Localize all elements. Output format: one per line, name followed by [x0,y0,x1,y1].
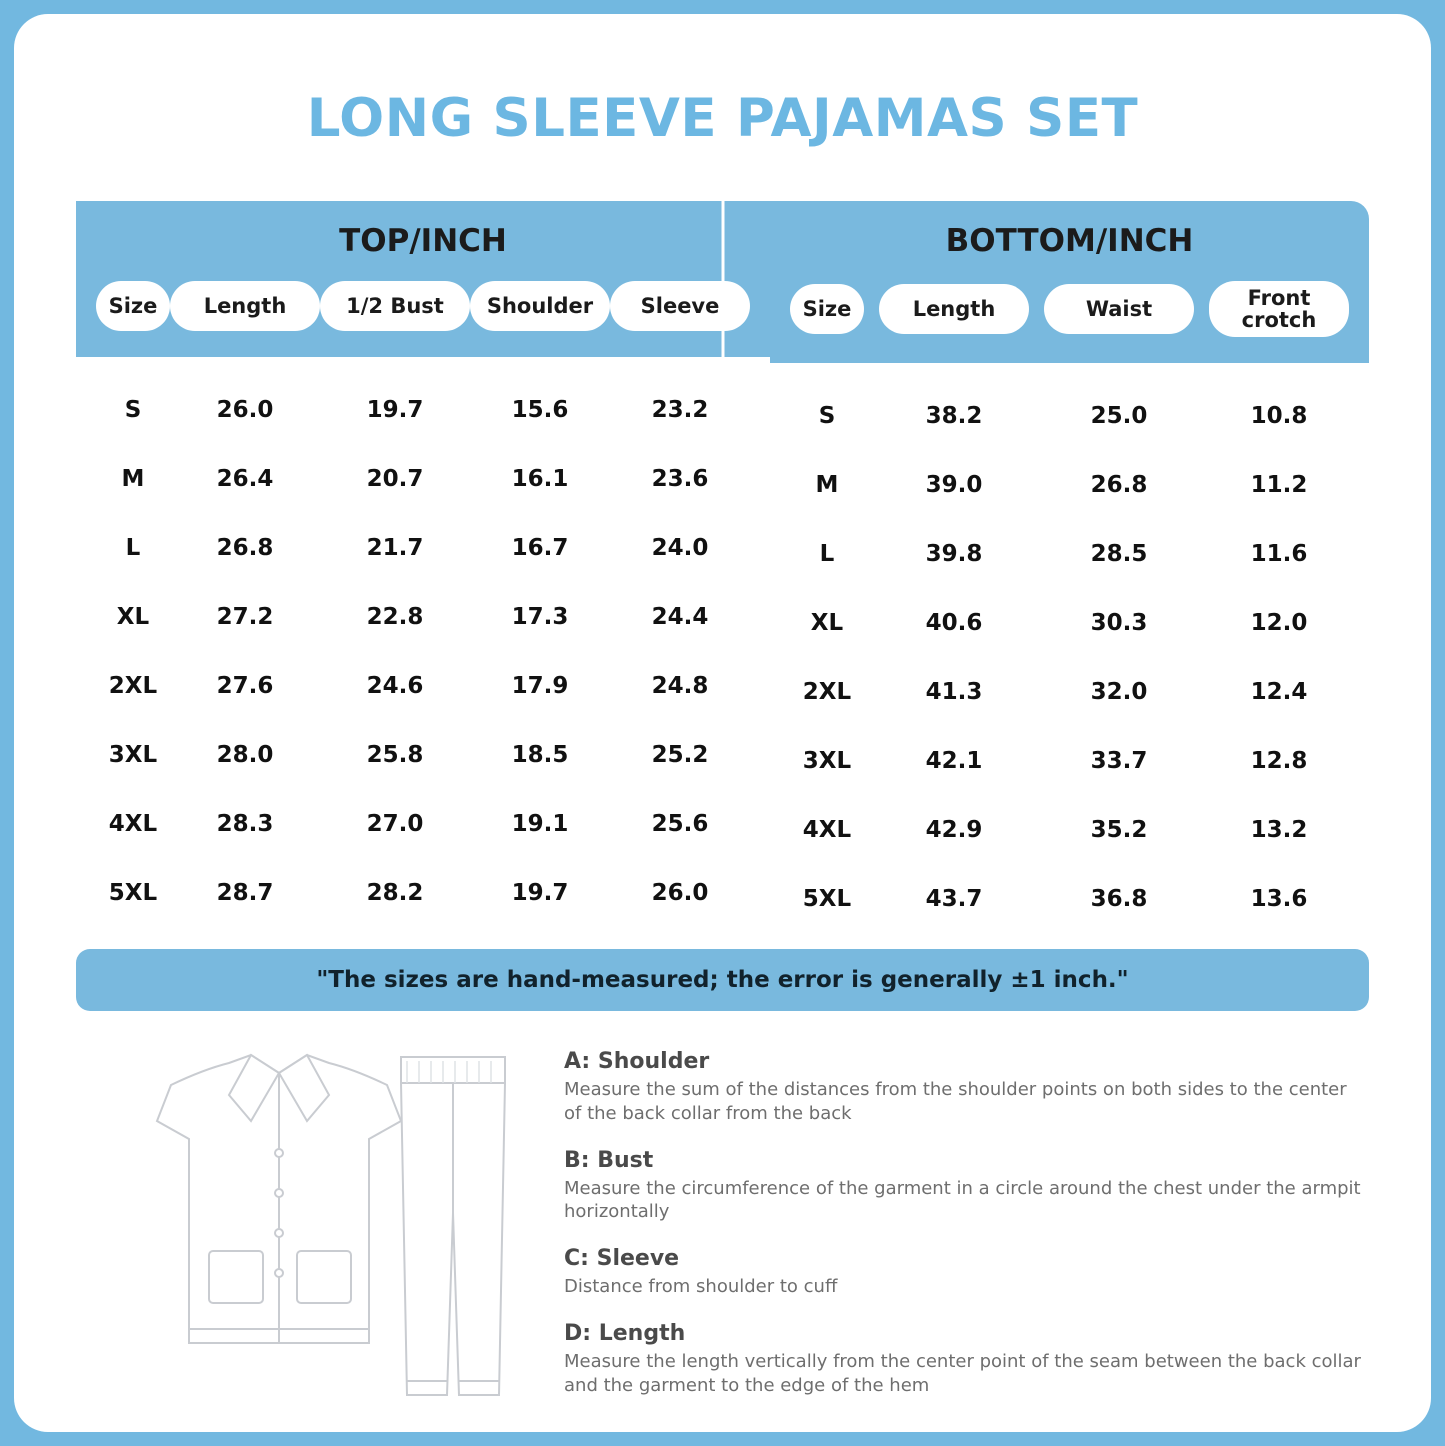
table-row [770,864,1369,933]
cell-size: L [819,540,835,567]
cell-size: 3XL [802,747,852,774]
header-chip-size: Size [790,284,864,334]
cell-half-bust: 19.7 [366,396,424,423]
cell-size: 5XL [108,879,158,906]
cell-front-crotch: 13.6 [1250,885,1308,912]
table-row [770,450,1369,519]
cell-waist: 35.2 [1090,816,1148,843]
table-row [76,375,770,444]
header-chip-sleeve: Sleeve [610,281,750,331]
cell-length: 39.8 [925,540,983,567]
table-row [770,795,1369,864]
cell-length: 28.0 [216,741,274,768]
cell-sleeve: 24.4 [651,603,709,630]
cell-half-bust: 20.7 [366,465,424,492]
cell-shoulder: 16.7 [511,534,569,561]
cell-length: 38.2 [925,402,983,429]
legend-label-sleeve: C: Sleeve [564,1246,680,1271]
legend-label-bust: B: Bust [564,1147,654,1173]
cell-size: 4XL [108,810,158,837]
cell-length: 43.7 [925,885,983,912]
legend-text-shoulder: Measure the sum of the distances from the shoulder points on both sides to the center of the back collar from the back [564,1079,1347,1124]
cell-size: 3XL [108,741,158,768]
cell-shoulder: 15.6 [511,396,569,423]
table-row [770,381,1369,450]
top-size-table [76,201,770,933]
cell-half-bust: 28.2 [366,879,424,906]
cell-shoulder: 19.1 [511,810,569,837]
table-row [770,726,1369,795]
cell-size: S [124,396,142,423]
cell-waist: 33.7 [1090,747,1148,774]
page-title: LONG SLEEVE PAJAMAS SET [306,88,1139,149]
legend-label-length: D: Length [564,1320,686,1346]
cell-front-crotch: 10.8 [1250,402,1308,429]
cell-sleeve: 25.2 [651,741,709,768]
cell-length: 41.3 [925,678,983,705]
table-row [76,444,770,513]
cell-waist: 25.0 [1090,402,1148,429]
cell-half-bust: 24.6 [366,672,424,699]
cell-length: 42.9 [925,816,983,843]
measurement-disclaimer: "The sizes are hand-measured; the error is generally ±1 inch." [76,949,1369,1011]
cell-size: M [815,471,839,498]
table-row [770,657,1369,726]
top-table-rows [76,357,770,927]
cell-length: 26.0 [216,396,274,423]
cell-sleeve: 24.0 [651,534,709,561]
table-row [76,651,770,720]
table-row [76,513,770,582]
size-chart-card [14,14,1431,1432]
cell-length: 39.0 [925,471,983,498]
cell-size: XL [116,603,150,630]
cell-length: 28.3 [216,810,274,837]
bottom-table-column-headers [770,281,1369,337]
cell-front-crotch: 13.2 [1250,816,1308,843]
cell-front-crotch: 11.2 [1250,471,1308,498]
header-chip-shoulder: Shoulder [470,281,610,331]
cell-length: 27.2 [216,603,274,630]
top-table-title: TOP/INCH [339,223,507,259]
cell-front-crotch: 12.4 [1250,678,1308,705]
cell-sleeve: 26.0 [651,879,709,906]
cell-waist: 28.5 [1090,540,1148,567]
cell-shoulder: 17.3 [511,603,569,630]
cell-waist: 30.3 [1090,609,1148,636]
table-row [76,858,770,927]
header-chip-size: Size [96,281,170,331]
cell-size: L [125,534,141,561]
cell-half-bust: 25.8 [366,741,424,768]
cell-sleeve: 24.8 [651,672,709,699]
legend-text-length: Measure the length vertically from the center point of the seam between the back collar and the garment to the edge of the hem [564,1350,1361,1396]
table-row [76,720,770,789]
legend-label-shoulder: A: Shoulder [564,1049,710,1074]
header-chip-waist: Waist [1044,284,1194,334]
table-row [76,789,770,858]
cell-size: M [121,465,145,492]
cell-sleeve: 23.2 [651,396,709,423]
cell-size: S [818,402,836,429]
cell-waist: 36.8 [1090,885,1148,912]
top-table-header-band [76,201,770,357]
bottom-size-table [770,201,1369,933]
cell-length: 42.1 [925,747,983,774]
cell-shoulder: 16.1 [511,465,569,492]
cell-sleeve: 23.6 [651,465,709,492]
cell-front-crotch: 12.8 [1250,747,1308,774]
legend-text-sleeve: Distance from shoulder to cuff [564,1276,838,1297]
header-chip-front-crotch: Front crotch [1209,281,1349,337]
cell-length: 27.6 [216,672,274,699]
cell-length: 26.4 [216,465,274,492]
measurement-definitions [564,1037,1369,1419]
table-row [76,582,770,651]
table-row [770,588,1369,657]
size-tables [76,201,1369,933]
pajama-illustration [76,1037,546,1419]
cell-size: 2XL [802,678,852,705]
header-chip-length: Length [170,281,320,331]
bottom-table-rows [770,363,1369,933]
cell-size: XL [810,609,844,636]
cell-front-crotch: 11.6 [1250,540,1308,567]
measurement-guide [76,1037,1369,1419]
cell-length: 26.8 [216,534,274,561]
cell-size: 5XL [802,885,852,912]
cell-half-bust: 21.7 [366,534,424,561]
cell-half-bust: 27.0 [366,810,424,837]
cell-shoulder: 19.7 [511,879,569,906]
cell-front-crotch: 12.0 [1250,609,1308,636]
cell-waist: 26.8 [1090,471,1148,498]
header-chip-length: Length [879,284,1029,334]
cell-shoulder: 17.9 [511,672,569,699]
bottom-table-header-band [770,201,1369,363]
header-chip-half-bust: 1/2 Bust [320,281,470,331]
cell-sleeve: 25.6 [651,810,709,837]
bottom-table-title: BOTTOM/INCH [945,223,1194,259]
cell-waist: 32.0 [1090,678,1148,705]
table-row [770,519,1369,588]
cell-half-bust: 22.8 [366,603,424,630]
legend-text-bust: Measure the circumference of the garment in a circle around the chest under the armpit horizontally [564,1177,1361,1223]
cell-length: 28.7 [216,879,274,906]
top-table-column-headers [76,281,770,331]
table-divider [721,201,724,933]
cell-size: 2XL [108,672,158,699]
cell-size: 4XL [802,816,852,843]
cell-shoulder: 18.5 [511,741,569,768]
cell-length: 40.6 [925,609,983,636]
